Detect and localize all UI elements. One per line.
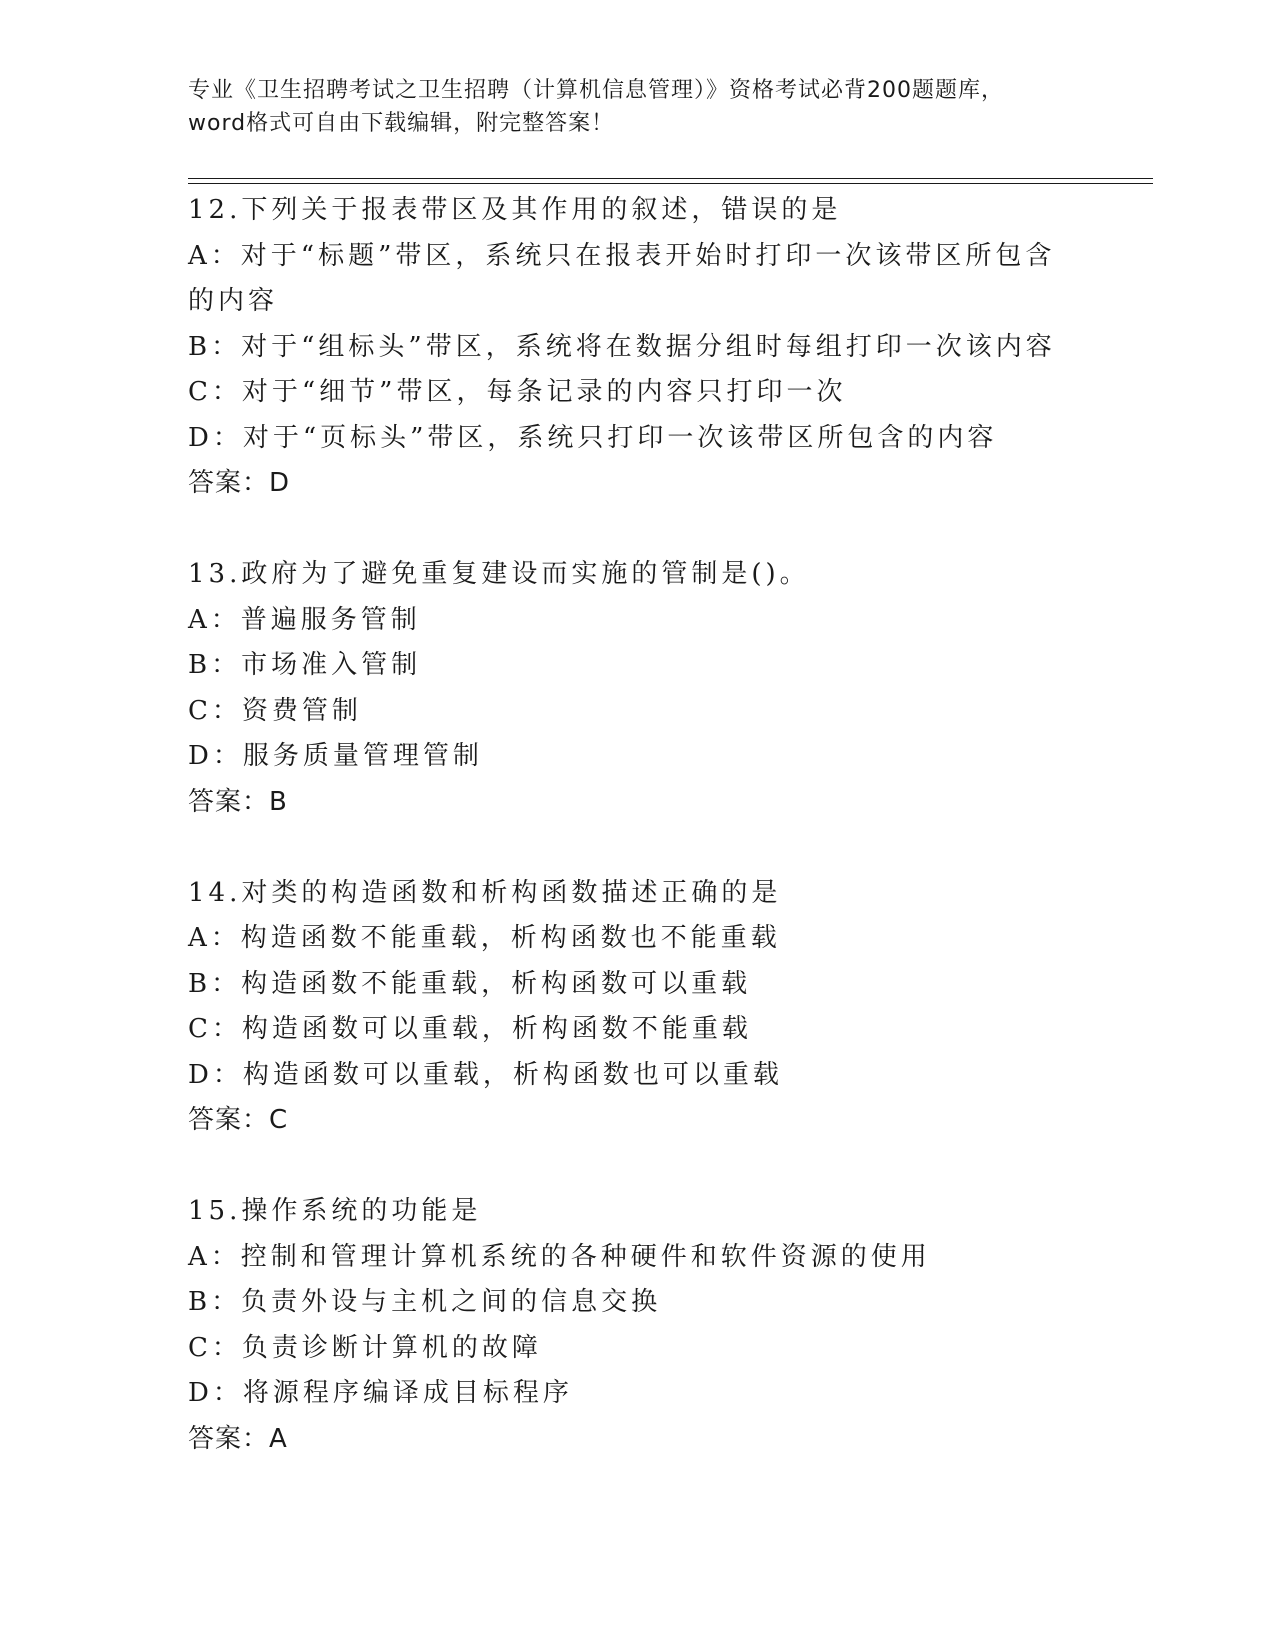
- option-b: B：对于“组标头”带区，系统将在数据分组时每组打印一次该内容: [188, 331, 1056, 362]
- question-14: [188, 871, 1088, 1144]
- question-stem: 14.对类的构造函数和析构函数描述正确的是: [188, 877, 782, 908]
- option-d: D：构造函数可以重载，析构函数也可以重载: [188, 1059, 783, 1090]
- answer: 答案：A: [188, 1423, 288, 1454]
- question-spacer: [188, 825, 1088, 871]
- option-c: C：负责诊断计算机的故障: [188, 1332, 542, 1363]
- option-d: D：对于“页标头”带区，系统只打印一次该带区所包含的内容: [188, 422, 998, 453]
- question-15: [188, 1189, 1088, 1462]
- question-12: [188, 188, 1088, 507]
- question-stem: 15.操作系统的功能是: [188, 1196, 482, 1226]
- answer: 答案：C: [188, 1105, 289, 1135]
- question-stem: 13.政府为了避免重复建设而实施的管制是()。: [188, 559, 810, 589]
- option-b: B：市场准入管制: [188, 650, 422, 680]
- header-divider-top: [188, 178, 1153, 179]
- option-c: C：资费管制: [188, 695, 362, 726]
- option-c: C：构造函数可以重载，析构函数不能重载: [188, 1014, 752, 1044]
- answer: 答案：D: [188, 468, 291, 498]
- question-stem: 12.下列关于报表带区及其作用的叙述，错误的是: [188, 195, 842, 225]
- option-a: A：构造函数不能重载，析构函数也不能重载: [188, 923, 781, 953]
- option-d: D：服务质量管理管制: [188, 741, 483, 771]
- document-header: [188, 74, 1088, 140]
- option-d: D：将源程序编译成目标程序: [188, 1378, 573, 1408]
- option-a: A：控制和管理计算机系统的各种硬件和软件资源的使用: [188, 1241, 931, 1272]
- question-spacer: [188, 507, 1088, 553]
- question-13: [188, 552, 1088, 825]
- question-list: [188, 188, 1088, 1462]
- question-spacer: [188, 1144, 1088, 1190]
- option-a: A：普遍服务管制: [188, 604, 421, 635]
- option-b: B：负责外设与主机之间的信息交换: [188, 1287, 662, 1317]
- answer: 答案：B: [188, 786, 288, 817]
- option-c: C：对于“细节”带区，每条记录的内容只打印一次: [188, 377, 847, 407]
- header-line-2: word格式可自由下载编辑，附完整答案！: [188, 111, 615, 136]
- option-a: A：对于“标题”带区，系统只在报表开始时打印一次该带区所包含的内容: [188, 240, 1056, 316]
- header-line-1: 专业《卫生招聘考试之卫生招聘（计算机信息管理）》资格考试必背200题题库，: [188, 78, 1004, 103]
- header-divider-bottom: [188, 183, 1153, 184]
- option-b: B：构造函数不能重载，析构函数可以重载: [188, 968, 752, 999]
